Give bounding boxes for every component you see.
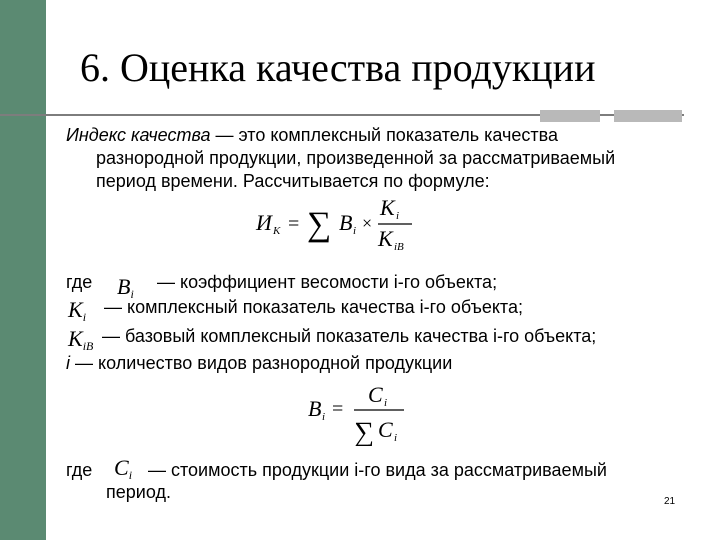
formula2-denominator: C [378,417,393,442]
legend-i-symbol: i [66,353,70,373]
formula1-b: B [339,210,353,235]
legend-k-symbol: Ki [68,297,87,324]
left-accent-bar [0,0,46,540]
formula2-equals: = [332,398,344,420]
formula1-lhs: И [256,210,272,235]
weight-coefficient-formula [300,378,415,446]
decor-block-right [614,110,682,122]
legend-c-text: — стоимость продукции i-го вида за рассматриваемый [148,460,607,480]
legend-kib-text: — базовый комплексный показатель качества i-го объекта; [102,326,597,346]
formula2-denominator-sub: i [394,432,398,444]
legend-i-line [66,352,452,375]
definition-line-3: период времени. Рассчитывается по формуле: [96,171,490,191]
legend-where-2: где [66,460,93,480]
decor-block-left [540,110,600,122]
legend-kib-symbol: KiB [68,326,94,353]
formula1-lhs-sub: К [273,225,281,237]
formula1-sum-sign: ∑ [307,206,332,243]
formula2-lhs-sub: i [322,411,326,423]
formula1-denominator: K [378,226,393,251]
definition-line-1-rest: — это комплексный показатель качества [210,125,558,145]
legend-where-1: где [66,272,93,292]
formula1-equals: = [288,213,300,235]
formula2-lhs: B [308,396,322,421]
formula1-b-sub: i [353,225,357,237]
quality-index-formula [250,190,420,254]
formula1-times: × [362,213,373,233]
definition-line-2: разнородной продукции, произведенной за рассматриваемый [96,148,616,168]
legend-b-symbol: Bi [117,274,134,301]
formula1-numerator: K [380,195,395,220]
slide-number: 21 [664,496,676,507]
formula2-numerator-sub: i [384,397,388,409]
definition-term: Индекс качества [66,125,211,145]
formula1-numerator-sub: i [396,210,400,222]
legend-b-text: — коэффициент весомости i-го объекта; [157,272,498,292]
formula2-sum-sign: ∑ [354,417,374,446]
legend-k-text: — комплексный показатель качества i-го объекта; [104,297,523,317]
legend-i-text: — количество видов разнородной продукции [70,353,453,373]
legend-c-text-2: период. [106,482,171,502]
legend-c-symbol: Ci [114,455,133,482]
formula2-numerator: C [368,382,383,407]
slide-title: 6. Оценка качества продукции [80,45,596,90]
definition-line-1 [66,124,558,147]
formula1-denominator-sub: iB [394,241,404,253]
